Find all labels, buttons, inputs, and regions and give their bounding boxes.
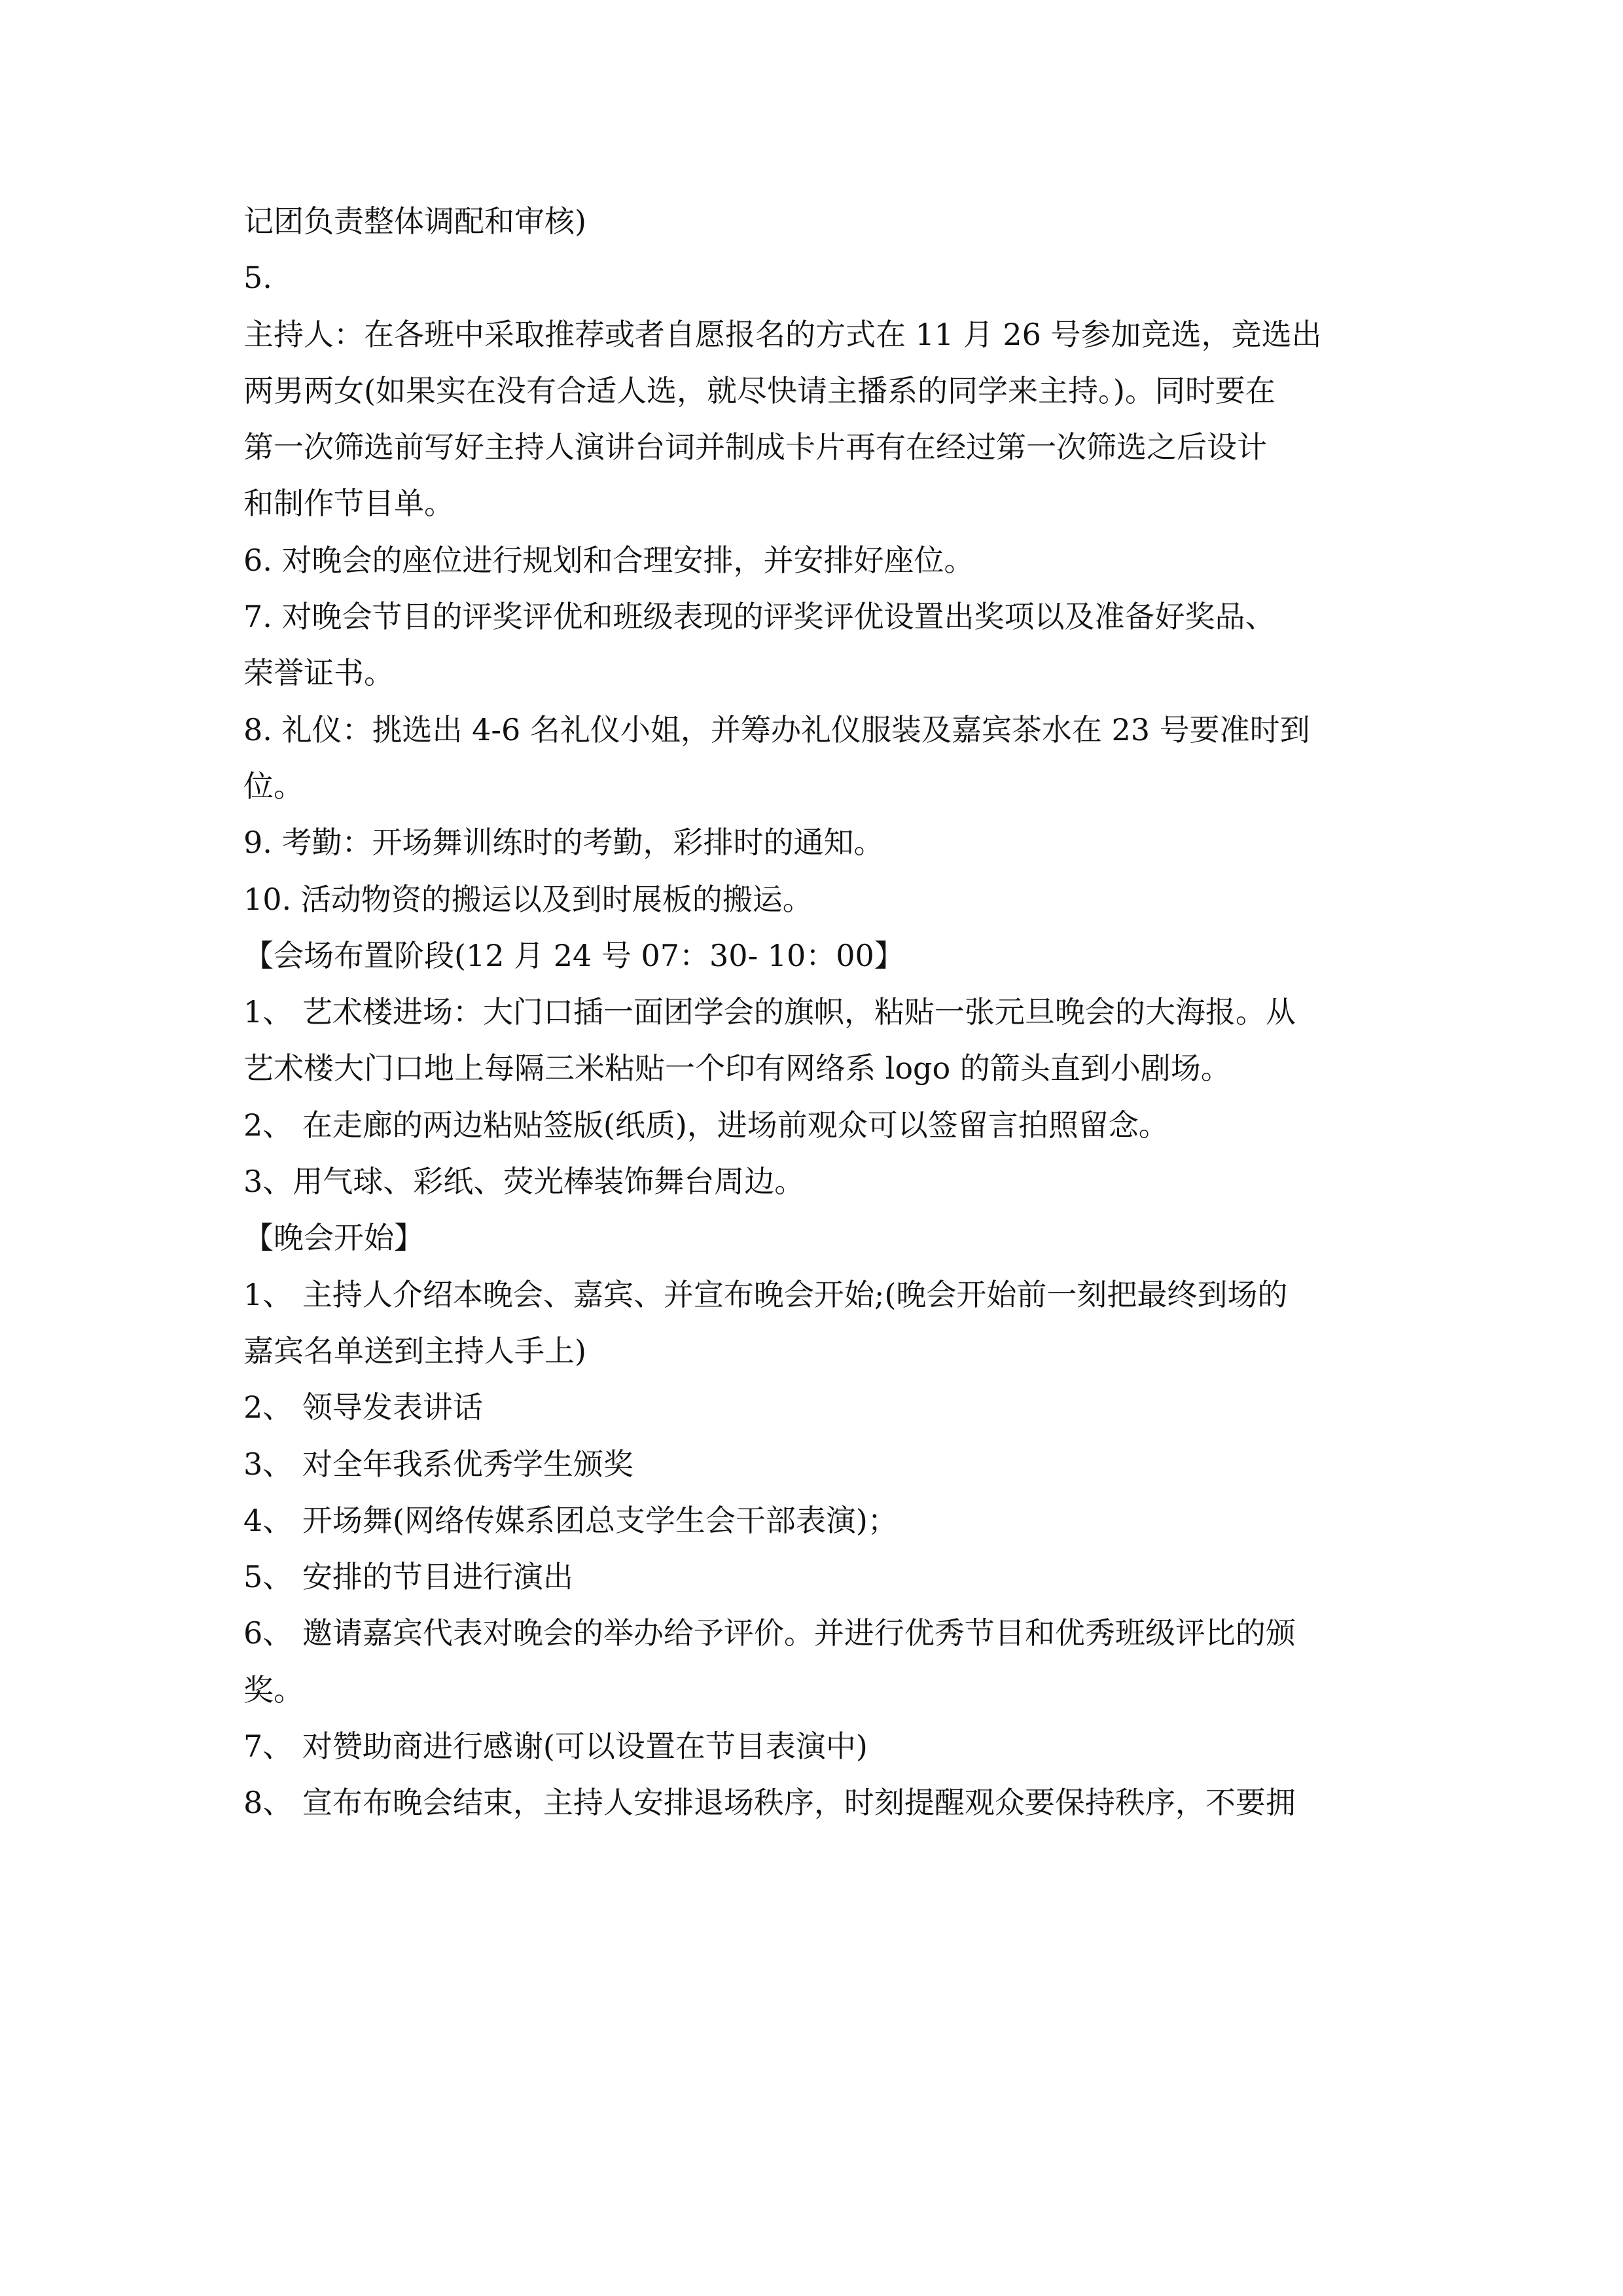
text-line: 主持人：在各班中采取推荐或者自愿报名的方式在 11 月 26 号参加竞选，竞选出	[243, 316, 1322, 352]
text-line: 两男两女(如果实在没有合适人选，就尽快请主播系的同学来主持。)。同时要在	[243, 372, 1275, 408]
text-line: 6、 邀请嘉宾代表对晚会的举办给予评价。并进行优秀节目和优秀班级评比的颁	[243, 1615, 1296, 1651]
text-line: 荣誉证书。	[243, 655, 394, 691]
text-line: 奖。	[243, 1672, 304, 1708]
document-body	[243, 193, 1382, 1831]
text-line: 7、 对赞助商进行感谢(可以设置在节目表演中)	[243, 1729, 868, 1765]
text-line: 2、 在走廊的两边粘贴签版(纸质)，进场前观众可以签留言拍照留念。	[243, 1107, 1169, 1143]
text-line: 9. 考勤：开场舞训练时的考勤，彩排时的通知。	[243, 825, 884, 861]
text-line: 4、 开场舞(网络传媒系团总支学生会干部表演)；	[243, 1502, 898, 1538]
text-line: 10. 活动物资的搬运以及到时展板的搬运。	[243, 881, 813, 917]
text-line: 嘉宾名单送到主持人手上)	[243, 1333, 586, 1369]
text-line: 8. 礼仪：挑选出 4-6 名礼仪小姐，并筹办礼仪服装及嘉宾茶水在 23 号要准时到	[243, 711, 1310, 747]
text-line: 3、用气球、彩纸、荧光棒装饰舞台周边。	[243, 1164, 805, 1200]
text-line: 8、 宣布布晚会结束，主持人安排退场秩序，时刻提醒观众要保持秩序，不要拥	[243, 1785, 1296, 1821]
text-line: 1、 主持人介绍本晚会、嘉宾、并宣布晚会开始;(晚会开始前一刻把最终到场的	[243, 1276, 1288, 1312]
text-line: 5、 安排的节目进行演出	[243, 1559, 573, 1595]
section-heading: 【晚会开始】	[243, 1220, 424, 1256]
text-line: 第一次筛选前写好主持人演讲台词并制成卡片再有在经过第一次筛选之后设计	[243, 429, 1267, 465]
text-line: 艺术楼大门口地上每隔三米粘贴一个印有网络系 logo 的箭头直到小剧场。	[243, 1050, 1231, 1086]
text-line: 3、 对全年我系优秀学生颁奖	[243, 1446, 633, 1482]
section-heading: 【会场布置阶段(12 月 24 号 07：30- 10：00】	[243, 937, 904, 973]
text-line: 1、 艺术楼进场：大门口插一面团学会的旗帜，粘贴一张元旦晚会的大海报。从	[243, 994, 1296, 1030]
text-line: 2、 领导发表讲话	[243, 1390, 483, 1426]
text-line: 6. 对晚会的座位进行规划和合理安排，并安排好座位。	[243, 542, 974, 578]
text-line: 位。	[243, 768, 304, 804]
text-line: 和制作节目单。	[243, 486, 454, 522]
text-line: 5.	[243, 260, 272, 296]
text-line: 记团负责整体调配和审核)	[243, 204, 586, 239]
text-line: 7. 对晚会节目的评奖评优和班级表现的评奖评优设置出奖项以及准备好奖品、	[243, 599, 1275, 635]
